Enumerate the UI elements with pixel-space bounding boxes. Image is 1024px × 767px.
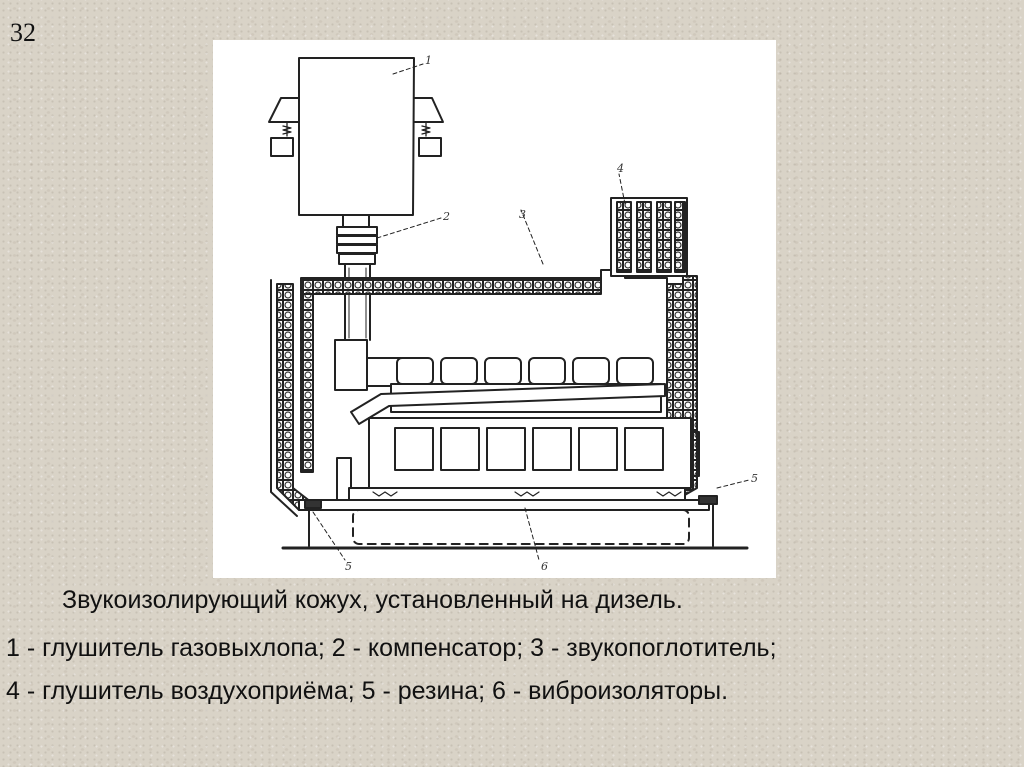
- callout-1: 1: [425, 54, 432, 67]
- base-frame: [283, 488, 747, 548]
- callout-2: 2: [443, 210, 450, 223]
- legend-line-1: 1 - глушитель газовыхлопа; 2 - компенсатор; 3 - звукопоглотитель;: [6, 634, 777, 662]
- slide-number: 32: [10, 18, 36, 47]
- figure-caption: Звукоизолирующий кожух, установленный на дизель.: [62, 586, 683, 614]
- callout-5-right: 5: [751, 472, 758, 485]
- callout-4: 4: [617, 162, 624, 175]
- compensator: [337, 215, 377, 264]
- exhaust-muffler: [269, 58, 443, 215]
- callout-5-left: 5: [345, 560, 352, 573]
- diagram-figure: [213, 40, 776, 578]
- callout-3: 3: [519, 208, 526, 221]
- diesel-engine: [337, 358, 699, 502]
- air-intake-silencer: [611, 198, 687, 276]
- callout-6: 6: [541, 560, 548, 573]
- legend-line-2: 4 - глушитель воздухоприёма; 5 - резина; 6 - виброизоляторы.: [6, 677, 729, 705]
